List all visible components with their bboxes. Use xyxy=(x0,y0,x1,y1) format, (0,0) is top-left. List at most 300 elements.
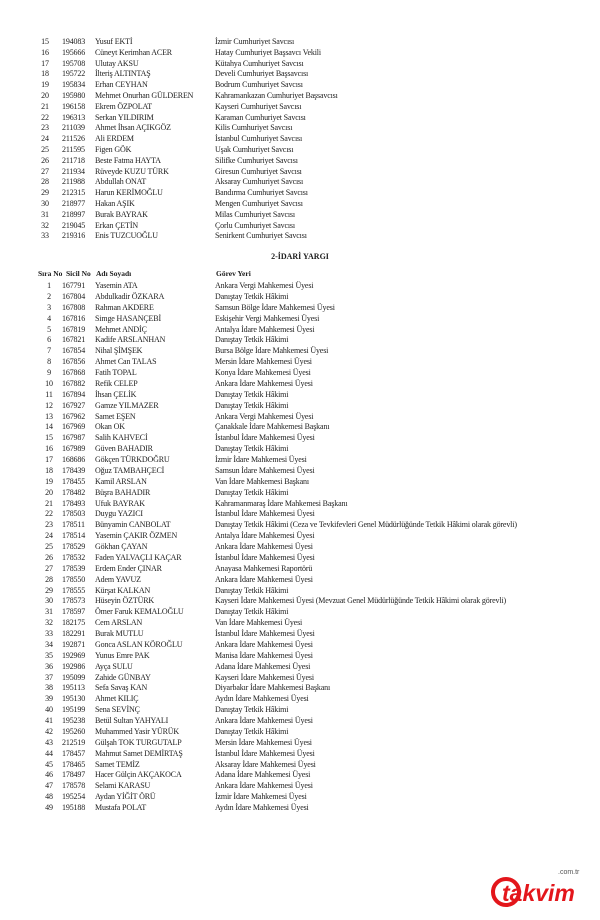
table-row xyxy=(0,586,600,597)
assignment-location: Kilis Cumhuriyet Savcısı xyxy=(215,123,293,133)
person-name: Abdullah ONAT xyxy=(95,177,147,187)
table-row xyxy=(0,167,600,178)
assignment-location: Danıştay Tetkik Hâkimi xyxy=(215,726,289,736)
table-row xyxy=(0,401,600,412)
row-number: 34 xyxy=(45,639,53,649)
registry-number: 218997 xyxy=(62,209,86,219)
assignment-location: Danıştay Tetkik Hâkimi xyxy=(215,585,289,595)
row-number: 41 xyxy=(45,716,53,725)
person-name: Cüneyt Kerimhan ACER xyxy=(95,47,172,57)
registry-number: 211039 xyxy=(62,123,85,133)
assignment-location: Danıştay Tetkik Hâkimi xyxy=(215,389,289,399)
logo-suffix: .com.tr xyxy=(558,869,580,876)
table-row xyxy=(0,303,600,314)
person-name: Yusuf EKTİ xyxy=(95,37,133,46)
assignment-location: Danıştay Tetkik Hâkimi xyxy=(215,291,289,301)
row-number: 21 xyxy=(45,498,53,508)
person-name: Kadife ARSLANHAN xyxy=(95,335,166,345)
table-row xyxy=(0,156,600,167)
assignment-location: Uşak Cumhuriyet Savcısı xyxy=(215,144,294,154)
assignment-location: Aksaray İdare Mahkemesi Üyesi xyxy=(215,759,316,769)
assignment-location: Danıştay Tetkik Hâkimi xyxy=(215,335,289,345)
table-row xyxy=(0,346,600,357)
row-number: 16 xyxy=(45,444,53,454)
assignment-location: Konya İdare Mahkemesi Üyesi xyxy=(215,368,311,377)
row-number: 44 xyxy=(45,748,53,758)
takvim-logo xyxy=(488,866,592,910)
row-number: 30 xyxy=(45,596,53,606)
assignment-location: İzmir Cumhuriyet Savcısı xyxy=(215,37,295,46)
assignment-location: Kayseri İdare Mahkemesi Üyesi xyxy=(215,672,314,682)
assignment-location: Kayseri Cumhuriyet Savcısı xyxy=(215,101,302,111)
assignment-location: Giresun Cumhuriyet Savcısı xyxy=(215,166,302,176)
column-header-registry: Sicil No xyxy=(66,269,91,278)
person-name: Ayça SULU xyxy=(95,661,133,671)
person-name: İhsan ÇELİK xyxy=(95,389,137,399)
table-row xyxy=(0,221,600,232)
person-name: Gamze YILMAZER xyxy=(95,400,159,410)
registry-number: 182175 xyxy=(62,618,86,628)
row-number: 23 xyxy=(45,520,53,530)
person-name: Zahide GÜNBAY xyxy=(95,672,151,682)
assignment-location: İstanbul Cumhuriyet Savcısı xyxy=(215,134,303,144)
table-row xyxy=(0,379,600,390)
table-row xyxy=(0,123,600,134)
assignment-location: Hatay Cumhuriyet Başsavcı Vekili xyxy=(215,47,321,57)
registry-number: 167804 xyxy=(62,291,86,301)
row-number: 26 xyxy=(45,552,53,562)
table-row xyxy=(0,113,600,124)
assignment-location: Ankara İdare Mahkemesi Üyesi xyxy=(215,542,313,551)
table-row xyxy=(0,314,600,325)
registry-number: 195980 xyxy=(62,90,86,100)
table-row xyxy=(0,673,600,684)
assignment-location: Kütahya Cumhuriyet Savcısı xyxy=(215,58,304,68)
row-number: 27 xyxy=(41,166,49,176)
row-number: 5 xyxy=(47,324,51,334)
assignment-location: Danıştay Tetkik Hâkimi (Ceza ve Tevkifevleri Genel Müdürlüğünde Tetkik Hâkimi olarak görevli) xyxy=(215,520,517,530)
assignment-location: Mengen Cumhuriyet Savcısı xyxy=(215,198,303,208)
registry-number: 167821 xyxy=(62,335,86,345)
registry-number: 168686 xyxy=(62,455,86,464)
table-row xyxy=(0,455,600,466)
row-number: 32 xyxy=(45,618,53,628)
row-number: 12 xyxy=(45,400,53,410)
row-number: 2 xyxy=(47,291,51,301)
registry-number: 195708 xyxy=(62,58,86,68)
table-row xyxy=(0,694,600,705)
row-number: 17 xyxy=(45,455,53,464)
row-number: 8 xyxy=(47,357,51,367)
assignment-location: Danıştay Tetkik Hâkimi xyxy=(215,607,289,617)
assignment-location: İstanbul İdare Mahkemesi Üyesi xyxy=(215,433,315,443)
registry-number: 167882 xyxy=(62,378,86,388)
table-row xyxy=(0,412,600,423)
person-name: Betül Sultan YAHYALI xyxy=(95,716,169,725)
registry-number: 196313 xyxy=(62,112,86,122)
assignment-location: Senirkent Cumhuriyet Savcısı xyxy=(215,231,307,241)
registry-number: 195254 xyxy=(62,792,86,802)
row-number: 18 xyxy=(45,465,53,475)
registry-number: 178455 xyxy=(62,476,86,486)
registry-number: 167894 xyxy=(62,389,86,399)
table-row xyxy=(0,803,600,814)
person-name: Cem ARSLAN xyxy=(95,618,143,628)
table-row xyxy=(0,325,600,336)
person-name: Sena SEVİNÇ xyxy=(95,705,140,715)
registry-number: 167819 xyxy=(62,324,86,334)
row-number: 9 xyxy=(47,368,51,377)
assignment-location: Danıştay Tetkik Hâkimi xyxy=(215,705,289,715)
assignment-location: Ankara Vergi Mahkemesi Üyesi xyxy=(215,281,314,290)
assignment-location: Bursa Bölge İdare Mahkemesi Üyesi xyxy=(215,346,329,356)
table-row xyxy=(0,575,600,586)
administrative-judiciary-list xyxy=(0,281,600,814)
table-row xyxy=(0,69,600,80)
row-number: 19 xyxy=(45,476,53,486)
registry-number: 178439 xyxy=(62,465,86,475)
assignment-location: Ankara Vergi Mahkemesi Üyesi xyxy=(215,411,314,421)
registry-number: 212519 xyxy=(62,737,86,747)
assignment-location: Adana İdare Mahkemesi Üyesi xyxy=(215,661,311,671)
assignment-location: Bodrum Cumhuriyet Savcısı xyxy=(215,80,303,90)
row-number: 20 xyxy=(45,487,53,497)
person-name: Mehmet ANDİÇ xyxy=(95,324,147,334)
person-name: Refik CELEP xyxy=(95,378,138,388)
registry-number: 167962 xyxy=(62,411,86,421)
row-number: 26 xyxy=(41,155,49,165)
logo-brand: takvim xyxy=(502,880,575,906)
table-row xyxy=(0,509,600,520)
assignment-location: Silifke Cumhuriyet Savcısı xyxy=(215,155,298,165)
table-row xyxy=(0,466,600,477)
registry-number: 167927 xyxy=(62,400,86,410)
person-name: Erhan CEYHAN xyxy=(95,80,148,90)
registry-number: 167856 xyxy=(62,357,86,367)
table-row xyxy=(0,199,600,210)
table-row xyxy=(0,80,600,91)
person-name: Muhammed Yasir YÜRÜK xyxy=(95,726,180,736)
column-header-number: Sıra No xyxy=(38,269,63,278)
row-number: 22 xyxy=(45,509,53,519)
registry-number: 167791 xyxy=(62,281,86,290)
table-row xyxy=(0,705,600,716)
assignment-location: Danıştay Tetkik Hâkimi xyxy=(215,400,289,410)
registry-number: 167808 xyxy=(62,302,86,312)
person-name: Gülşah TOK TURGUTALP xyxy=(95,737,182,747)
row-number: 32 xyxy=(41,220,49,230)
table-row xyxy=(0,727,600,738)
row-number: 33 xyxy=(45,629,53,638)
person-name: Selami KARASU xyxy=(95,781,151,791)
row-number: 10 xyxy=(45,378,53,388)
registry-number: 178482 xyxy=(62,487,86,497)
registry-number: 211526 xyxy=(62,134,85,144)
assignment-location: Kahramankazan Cumhuriyet Başsavcısı xyxy=(215,90,338,100)
table-row xyxy=(0,662,600,673)
registry-number: 195238 xyxy=(62,716,86,725)
registry-number: 178503 xyxy=(62,509,86,519)
table-row xyxy=(0,292,600,303)
row-number: 15 xyxy=(41,37,49,46)
table-row xyxy=(0,683,600,694)
table-row xyxy=(0,640,600,651)
registry-number: 167816 xyxy=(62,313,86,323)
assignment-location: İstanbul İdare Mahkemesi Üyesi xyxy=(215,552,315,562)
person-name: Beste Fatma HAYTA xyxy=(95,155,161,165)
person-name: Rüveyde KUZU TÜRK xyxy=(95,166,169,176)
table-row xyxy=(0,738,600,749)
row-number: 31 xyxy=(41,209,49,219)
table-row xyxy=(0,444,600,455)
person-name: Gonca ASLAN KÖROĞLU xyxy=(95,639,183,649)
assignment-location: Mersin İdare Mahkemesi Üyesi xyxy=(215,737,312,747)
table-row xyxy=(0,91,600,102)
person-name: Ahmet İhsan AÇIKGÖZ xyxy=(95,123,171,133)
assignment-location: Ankara İdare Mahkemesi Üyesi xyxy=(215,378,313,388)
registry-number: 167989 xyxy=(62,444,86,454)
registry-number: 194083 xyxy=(62,37,86,46)
assignment-location: Ankara İdare Mahkemesi Üyesi xyxy=(215,716,313,725)
table-row xyxy=(0,59,600,70)
person-name: Harun KERİMOĞLU xyxy=(95,188,163,198)
person-name: Abdulkadir ÖZKARA xyxy=(95,291,165,301)
assignment-location: Çanakkale İdare Mahkemesi Başkanı xyxy=(215,422,330,432)
registry-number: 195722 xyxy=(62,69,86,79)
person-name: Ufuk BAYRAK xyxy=(95,498,145,508)
row-number: 3 xyxy=(47,302,51,312)
person-name: Yasemin ÇAKIR ÖZMEN xyxy=(95,531,178,541)
person-name: Ali ERDEM xyxy=(95,134,134,144)
table-row xyxy=(0,335,600,346)
assignment-location: Manisa İdare Mahkemesi Üyesi xyxy=(215,650,313,660)
assignment-location: Mersin İdare Mahkemesi Üyesi xyxy=(215,357,312,367)
registry-number: 178497 xyxy=(62,770,86,780)
registry-number: 178457 xyxy=(62,748,86,758)
table-row xyxy=(0,781,600,792)
row-number: 16 xyxy=(41,47,49,57)
row-number: 25 xyxy=(41,144,49,154)
person-name: Yasemin ATA xyxy=(95,281,138,290)
table-row xyxy=(0,520,600,531)
registry-number: 195130 xyxy=(62,694,86,704)
column-header-name: Adı Soyadı xyxy=(96,269,132,278)
table-row xyxy=(0,390,600,401)
registry-number: 219045 xyxy=(62,220,86,230)
assignment-location: Milas Cumhuriyet Savcısı xyxy=(215,209,295,219)
row-number: 19 xyxy=(41,80,49,90)
row-number: 47 xyxy=(45,781,53,791)
row-number: 24 xyxy=(41,134,49,144)
registry-number: 167987 xyxy=(62,433,86,443)
row-number: 25 xyxy=(45,542,53,551)
table-row xyxy=(0,618,600,629)
person-name: Salih KAHVECİ xyxy=(95,433,148,443)
table-row xyxy=(0,368,600,379)
person-name: Erkan ÇETİN xyxy=(95,220,139,230)
row-number: 6 xyxy=(47,335,51,345)
row-number: 48 xyxy=(45,792,53,802)
assignment-location: Kahramanmaraş İdare Mahkemesi Başkanı xyxy=(215,498,348,508)
person-name: Ulutay AKSU xyxy=(95,58,139,68)
row-number: 40 xyxy=(45,705,53,715)
table-row xyxy=(0,433,600,444)
registry-number: 195113 xyxy=(62,683,85,693)
person-name: Serkan YILDIRIM xyxy=(95,112,154,122)
table-row xyxy=(0,542,600,553)
registry-number: 167969 xyxy=(62,422,86,432)
assignment-location: İstanbul İdare Mahkemesi Üyesi xyxy=(215,629,315,638)
row-number: 38 xyxy=(45,683,53,693)
assignment-location: Adana İdare Mahkemesi Üyesi xyxy=(215,770,311,780)
registry-number: 178532 xyxy=(62,552,86,562)
row-number: 7 xyxy=(47,346,51,356)
person-name: Gökçen TÜRKDOĞRU xyxy=(95,455,170,464)
table-row xyxy=(0,37,600,48)
row-number: 27 xyxy=(45,563,53,573)
row-number: 29 xyxy=(41,188,49,198)
registry-number: 192871 xyxy=(62,639,86,649)
table-row xyxy=(0,716,600,727)
person-name: Aydan YİĞİT ÖRÜ xyxy=(95,792,156,802)
registry-number: 192969 xyxy=(62,650,86,660)
person-name: Bünyamin CANBOLAT xyxy=(95,520,171,530)
person-name: Samet TEMİZ xyxy=(95,759,140,769)
table-row xyxy=(0,188,600,199)
table-row xyxy=(0,48,600,59)
row-number: 35 xyxy=(45,650,53,660)
registry-number: 211595 xyxy=(62,144,85,154)
registry-number: 195099 xyxy=(62,672,86,682)
table-row xyxy=(0,531,600,542)
row-number: 28 xyxy=(41,177,49,187)
table-row xyxy=(0,231,600,242)
assignment-location: Develi Cumhuriyet Başsavcısı xyxy=(215,69,309,79)
row-number: 23 xyxy=(41,123,49,133)
table-row xyxy=(0,477,600,488)
assignment-location: İzmir İdare Mahkemesi Üyesi xyxy=(215,792,307,802)
registry-number: 178550 xyxy=(62,574,86,584)
assignment-location: Çorlu Cumhuriyet Savcısı xyxy=(215,220,295,230)
person-name: Adem YAVUZ xyxy=(95,574,141,584)
row-number: 37 xyxy=(45,672,53,682)
row-number: 42 xyxy=(45,726,53,736)
person-name: Mustafa POLAT xyxy=(95,803,147,812)
registry-number: 192986 xyxy=(62,661,86,671)
assignment-location: Kayseri İdare Mahkemesi Üyesi (Mevzuat Genel Müdürlüğünde Tetkik Hâkimi olarak görevli) xyxy=(215,596,507,606)
registry-number: 196158 xyxy=(62,101,86,111)
person-name: Duygu YAZICI xyxy=(95,509,143,519)
table-row xyxy=(0,760,600,771)
table-row xyxy=(0,792,600,803)
registry-number: 211988 xyxy=(62,177,85,187)
assignment-location: Samsun Bölge İdare Mahkemesi Üyesi xyxy=(215,302,335,312)
assignment-location: İzmir İdare Mahkemesi Üyesi xyxy=(215,455,307,464)
person-name: Ahmet KILIÇ xyxy=(95,694,139,704)
row-number: 1 xyxy=(47,281,51,290)
registry-number: 178573 xyxy=(62,596,86,606)
person-name: Hüseyin ÖZTÜRK xyxy=(95,596,155,606)
assignment-location: Ankara İdare Mahkemesi Üyesi xyxy=(215,639,313,649)
registry-number: 211934 xyxy=(62,166,85,176)
table-row xyxy=(0,422,600,433)
registry-number: 167854 xyxy=(62,346,86,356)
registry-number: 195260 xyxy=(62,726,86,736)
table-row xyxy=(0,553,600,564)
table-row xyxy=(0,488,600,499)
assignment-location: Van İdare Mahkemesi Üyesi xyxy=(215,618,303,628)
registry-number: 218977 xyxy=(62,198,86,208)
person-name: Ömer Faruk KEMALOĞLU xyxy=(95,607,184,617)
registry-number: 178539 xyxy=(62,563,86,573)
row-number: 49 xyxy=(45,803,53,812)
table-row xyxy=(0,499,600,510)
person-name: Yunus Emre PAK xyxy=(95,650,150,660)
assignment-location: Danıştay Tetkik Hâkimi xyxy=(215,444,289,454)
table-row xyxy=(0,629,600,640)
person-name: Mehmet Onurhan GÜLDEREN xyxy=(95,90,194,100)
person-name: Simge HASANÇEBİ xyxy=(95,313,161,323)
person-name: Kamil ARSLAN xyxy=(95,476,147,486)
row-number: 21 xyxy=(41,101,49,111)
assignment-location: Aksaray Cumhuriyet Savcısı xyxy=(215,177,304,187)
person-name: Sefa Savaş KAN xyxy=(95,683,148,693)
registry-number: 178493 xyxy=(62,498,86,508)
assignment-location: Aydın İdare Mahkemesi Üyesi xyxy=(215,803,309,812)
row-number: 43 xyxy=(45,737,53,747)
person-name: Nihal ŞİMŞEK xyxy=(95,346,143,356)
assignment-location: Anayasa Mahkemesi Raportörü xyxy=(215,563,313,573)
person-name: İlteriş ALTINTAŞ xyxy=(95,69,151,79)
row-number: 18 xyxy=(41,69,49,79)
prosecutor-list xyxy=(0,37,600,242)
person-name: Fatih TOPAL xyxy=(95,368,137,377)
table-row xyxy=(0,607,600,618)
registry-number: 178578 xyxy=(62,781,86,791)
registry-number: 219316 xyxy=(62,231,86,241)
registry-number: 167868 xyxy=(62,368,86,377)
assignment-location: İstanbul İdare Mahkemesi Üyesi xyxy=(215,509,315,519)
registry-number: 195834 xyxy=(62,80,86,90)
person-name: Oğuz TAMBAHÇECİ xyxy=(95,465,165,475)
registry-number: 178465 xyxy=(62,759,86,769)
person-name: Rahman AKDERE xyxy=(95,302,154,312)
row-number: 31 xyxy=(45,607,53,617)
person-name: Hacer Gülçin AKÇAKOCA xyxy=(95,770,182,780)
registry-number: 195199 xyxy=(62,705,86,715)
row-number: 11 xyxy=(45,389,53,399)
assignment-location: Antalya İdare Mahkemesi Üyesi xyxy=(215,324,315,334)
table-row xyxy=(0,770,600,781)
person-name: Okan OK xyxy=(95,422,125,432)
column-header-position: Görev Yeri xyxy=(216,269,251,278)
row-number: 33 xyxy=(41,231,49,241)
table-row xyxy=(0,177,600,188)
table-row xyxy=(0,357,600,368)
row-number: 17 xyxy=(41,58,49,68)
person-name: Figen GÖK xyxy=(95,144,132,154)
person-name: Enis TUZCUOĞLU xyxy=(95,231,158,241)
registry-number: 178514 xyxy=(62,531,86,541)
assignment-location: Samsun İdare Mahkemesi Üyesi xyxy=(215,465,315,475)
assignment-location: Karaman Cumhuriyet Savcısı xyxy=(215,112,306,122)
row-number: 4 xyxy=(47,313,51,323)
registry-number: 212315 xyxy=(62,188,86,198)
person-name: Büşra BAHADIR xyxy=(95,487,151,497)
registry-number: 211718 xyxy=(62,155,85,165)
table-row xyxy=(0,564,600,575)
assignment-location: Diyarbakır İdare Mahkemesi Başkanı xyxy=(215,683,331,693)
